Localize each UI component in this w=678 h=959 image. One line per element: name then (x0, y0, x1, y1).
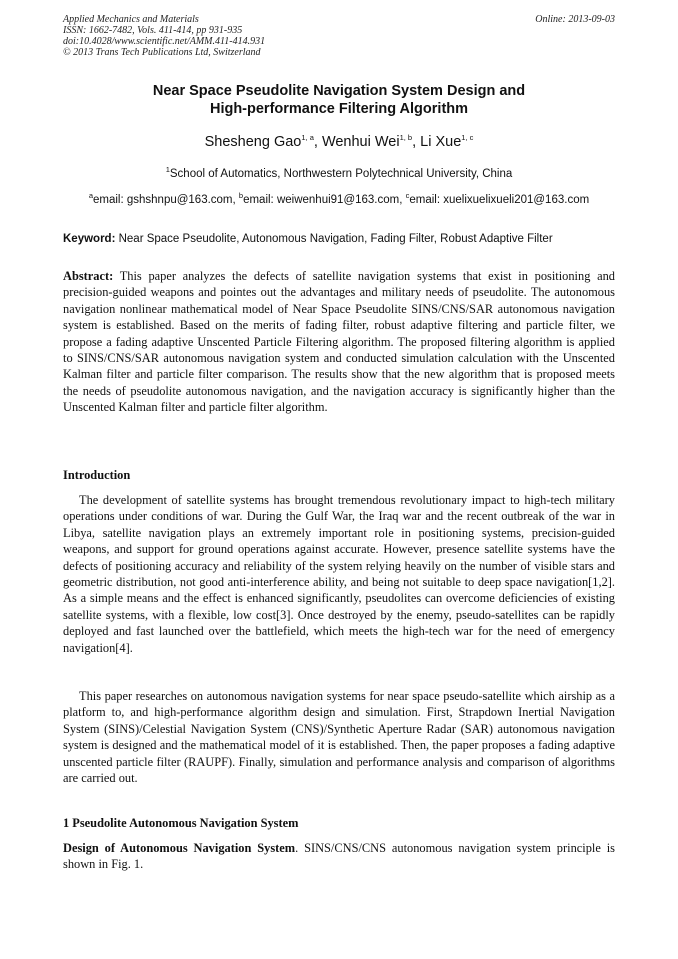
affiliation-text: School of Automatics, Northwestern Polytechnical University, China (169, 168, 513, 180)
email-address[interactable]: email: xuelixuelixueli201@163.com (409, 194, 590, 206)
email-address[interactable]: email: gshshnpu@163.com, (92, 194, 239, 206)
section-1-paragraph (63, 840, 615, 873)
affiliation (63, 167, 615, 181)
title-line-1: Near Space Pseudolite Navigation System Design and (152, 83, 526, 99)
email-mark: b (238, 191, 244, 201)
journal-header (63, 14, 615, 58)
author-list (63, 133, 615, 151)
doi-line[interactable]: doi:10.4028/www.scientific.net/AMM.411-414.931 (63, 36, 266, 47)
author-name: Li Xue (420, 134, 462, 150)
subsection-lead: Design of Autonomous Navigation System (63, 841, 296, 855)
author-separator: , (412, 134, 421, 150)
author-affil-mark: 1, b (399, 133, 413, 143)
introduction-paragraph-1: The development of satellite systems has brought tremendous revolutionary impact to high-tech military operations under conditions of war. During the Gulf War, the Iraq war and the recent outbreak of the war in Libya, satellite navigation plays an extremely important role in positioning systems, precision-guided weapons, and support for ground operations against accurate. However, presence satellite systems have the defects of positioning accuracy and reliability of the system relying heavily on the number of visible stars and geometric distribution, not good anti-interference ability, and being not suitable to deep space navigation[1,2]. As a simple means and the effect is enhanced significantly, pseudolites can overcome deficiencies of existing satellite systems, with a flexible, low cost[3]. Once destroyed by the enemy, pseudo-satellites can be rapidly deployed and fast launched over the battlefield, which meets the high-tech war for the need of emergency navigation[4]. (63, 493, 615, 655)
keywords (63, 232, 615, 246)
online-date: Online: 2013-09-03 (535, 14, 615, 25)
email-list (63, 193, 615, 207)
section-1-heading: 1 Pseudolite Autonomous Navigation System (63, 816, 299, 830)
copyright-line: © 2013 Trans Tech Publications Ltd, Switzerland (63, 47, 261, 58)
keywords-label: Keyword: (63, 233, 116, 245)
introduction-heading: Introduction (63, 468, 131, 482)
author-affil-mark: 1, a (301, 133, 314, 143)
email-mark: a (88, 191, 93, 201)
abstract-label: Abstract: (63, 269, 114, 283)
title-line-2: High-performance Filtering Algorithm (209, 101, 469, 117)
author-separator: , (313, 134, 322, 150)
issn-line: ISSN: 1662-7482, Vols. 411-414, pp 931-935 (63, 25, 243, 36)
introduction-paragraph-2: This paper researches on autonomous navigation systems for near space pseudo-satellite which airship as a platform to, and high-performance algorithm design and simulation. First, Strapdown Inertial Navigation System (SINS)/Celestial Navigation System (CNS)/Synthetic Aperture Radar (SAR) autonomous navigation system is designed and the mathematical model of it is established. Then, the paper proposes a fading adaptive unscented particle filter (RAUPF). Finally, simulation and performance analysis and comparison of algorithms are carried out. (63, 689, 615, 786)
keywords-text: Near Space Pseudolite, Autonomous Navigation, Fading Filter, Robust Adaptive Filter (115, 233, 553, 245)
author-name: Shesheng Gao (204, 134, 302, 150)
abstract-text: This paper analyzes the defects of satellite navigation systems that exist in positioning and precision-guided weapons and pointes out the advantages and military needs of pseudolite. The autonomous navigation nonlinear mathematical model of Near Space Pseudolite SINS/CNS/SAR autonomous navigation system is established. Based on the merits of fading filter, robust adaptive filtering and particle filter, we propose a fading adaptive Unscented Particle Filtering algorithm. The proposed filtering algorithm is applied to SINS/CNS/SAR autonomous navigation system and conducted simulation calculation with the Unscented Kalman filter and particle filter comparison. The results show that the new algorithm that is proposed meets the needs of pseudolite autonomous navigation, and the navigation accuracy is significantly higher than the Unscented Kalman filter and particle filter algorithm. (63, 269, 615, 415)
author-name: Wenhui Wei (321, 134, 400, 150)
journal-name: Applied Mechanics and Materials (63, 14, 199, 25)
section-1-text: . SINS/CNS/CNS autonomous navigation system principle is shown in Fig. 1. (63, 841, 615, 872)
affiliation-mark: 1 (165, 165, 170, 175)
email-mark: c (405, 191, 410, 201)
email-address[interactable]: email: weiwenhui91@163.com, (243, 194, 406, 206)
abstract (63, 268, 615, 416)
paper-title (63, 82, 615, 118)
author-affil-mark: 1, c (461, 133, 474, 143)
